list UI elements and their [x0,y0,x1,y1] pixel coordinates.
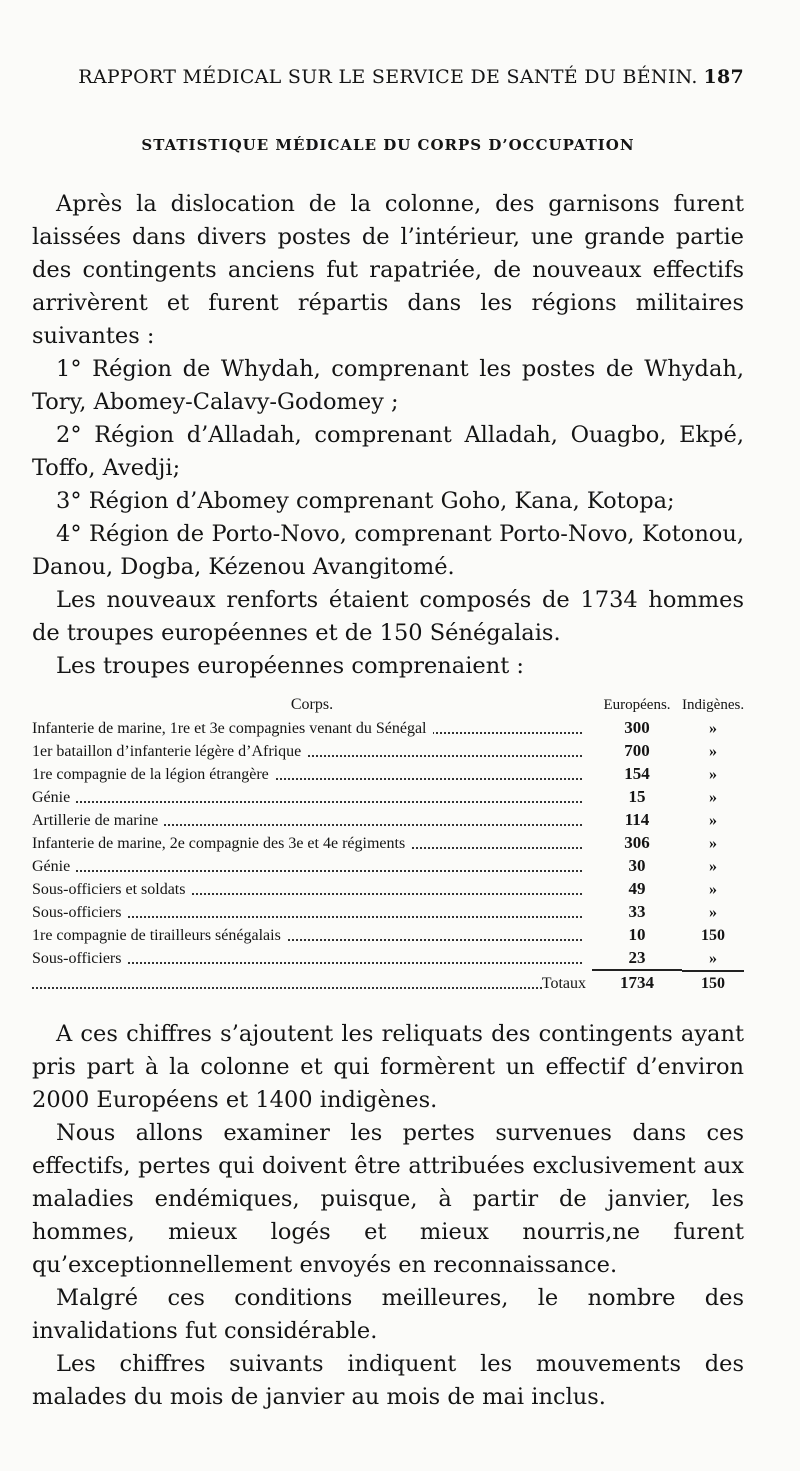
europeens-cell: 15 [628,787,646,806]
corps-label: Génie [32,858,76,875]
europeens-cell: 114 [624,810,650,829]
region-item-3: 3° Région d’Abomey comprenant Goho, Kana, Kotopa; [56,488,675,514]
europeens-cell: 49 [628,879,646,898]
region-item-4: 4° Région de Porto-Novo, comprenant Porto-Novo, Kotonou, Danou, Dogba, Kézenou Avangitomé. [32,521,744,580]
corps-cell [32,763,592,786]
table-row [32,831,744,854]
header-europeens: Européens. [603,697,671,713]
page-number: 187 [703,66,744,88]
corps-label: Artillerie de marine [32,812,164,829]
europeens-cell: 300 [624,718,650,737]
table-row [32,900,744,923]
indigenes-cell: » [709,904,717,921]
corps-label: 1re compagnie de tirailleurs sénégalais [32,927,287,944]
europeens-cell: 700 [624,741,650,760]
total-europeens: 1734 [592,969,682,994]
reinforcements-paragraph: Les nouveaux renforts étaient composés de 1734 hommes de troupes européennes et de 150 Sénégalais. [32,587,744,646]
corps-cell [32,809,592,832]
table-row [32,923,744,946]
closing-paragraph: Les chiffres suivants indiquent les mouvements des malades du mois de janvier au mois de mai inclus. [32,1351,744,1410]
europeens-cell: 154 [624,764,650,783]
intro-section [32,188,744,683]
indigenes-cell: » [709,950,717,967]
header-corps: Corps. [290,696,334,713]
corps-label: Sous-officiers [32,950,127,967]
indigenes-cell: » [709,835,717,852]
corps-cell [32,832,592,855]
europeens-cell: 306 [624,833,650,852]
table-row [32,785,744,808]
page-header [32,66,744,96]
closing-paragraph: A ces chiffres s’ajoutent les reliquats des contingents ayant pris part à la colonne et qui formèrent un effectif d’environ 2000 Européens et 1400 indigènes. [32,1021,744,1113]
total-label: Totaux [542,975,592,992]
europeens-cell: 30 [628,856,646,875]
table-row [32,739,744,762]
corps-label: 1er bataillon d’infanterie légère d’Afrique [32,743,307,760]
indigenes-cell: » [709,812,717,829]
table-header-row [32,693,744,716]
table-row [32,946,744,969]
table-row [32,877,744,900]
total-indigenes: 150 [682,970,744,995]
header-indigenes: Indigènes. [682,697,745,713]
table-row [32,854,744,877]
table-row [32,808,744,831]
region-item-1: 1° Région de Whydah, comprenant les postes de Whydah, Tory, Abomey-Calavy-Godomey ; [32,356,744,415]
corps-label: 1re compagnie de la légion étrangère [32,766,275,783]
indigenes-cell: » [709,858,717,875]
table-row [32,762,744,785]
corps-cell [32,924,592,947]
running-title: RAPPORT MÉDICAL SUR LE SERVICE DE SANTÉ DU BÉNIN. [78,66,698,88]
europeens-cell: 33 [628,902,646,921]
corps-cell [32,740,592,763]
indigenes-cell: » [709,789,717,806]
europeens-cell: 23 [628,948,646,967]
corps-label: Sous-officiers [32,904,127,921]
corps-label: Sous-officiers et soldats [32,881,191,898]
closing-section [32,1018,744,1414]
table-total-row [32,969,744,992]
corps-cell [32,901,592,924]
corps-label: Génie [32,789,76,806]
troops-intro-paragraph: Les troupes européennes comprenaient : [56,653,524,679]
indigenes-cell: » [709,881,717,898]
corps-cell [32,855,592,878]
section-title: STATISTIQUE MÉDICALE DU CORPS D’OCCUPATION [141,136,635,154]
europeens-cell: 10 [628,925,646,944]
indigenes-cell: » [709,766,717,783]
indigenes-cell: » [709,743,717,760]
corps-label: Infanterie de marine, 1re et 3e compagnies venant du Sénégal [32,720,433,737]
corps-cell [32,947,592,970]
corps-label: Infanterie de marine, 2e compagnie des 3e et 4e régiments [32,835,411,852]
corps-cell [32,786,592,809]
total-label-cell [32,972,592,995]
region-item-2: 2° Région d’Alladah, comprenant Alladah, Ouagbo, Ekpé, Toffo, Avedji; [32,422,744,481]
table-body [32,716,744,969]
document-page [32,66,744,1414]
closing-paragraph: Nous allons examiner les pertes survenues dans ces effectifs, pertes qui doivent être attribuées exclusivement aux maladies endémiques, puisque, à partir de janvier, les hommes, mieux logés et mieux nourris,ne furent qu’exceptionnellement envoyés en reconnaissance. [32,1120,744,1278]
corps-cell [32,878,592,901]
intro-paragraph: Après la dislocation de la colonne, des garnisons furent laissées dans divers postes de l’intérieur, une grande partie des contingents anciens fut rapatriée, de nouveaux effectifs arrivèrent et furent répartis dans les régions militaires suivantes : [32,191,744,349]
closing-paragraph: Malgré ces conditions meilleures, le nombre des invalidations fut considérable. [32,1285,744,1344]
table-row [32,716,744,739]
indigenes-cell: » [709,720,717,737]
troops-table [32,693,744,992]
corps-cell [32,717,592,740]
indigenes-cell: 150 [701,927,725,944]
